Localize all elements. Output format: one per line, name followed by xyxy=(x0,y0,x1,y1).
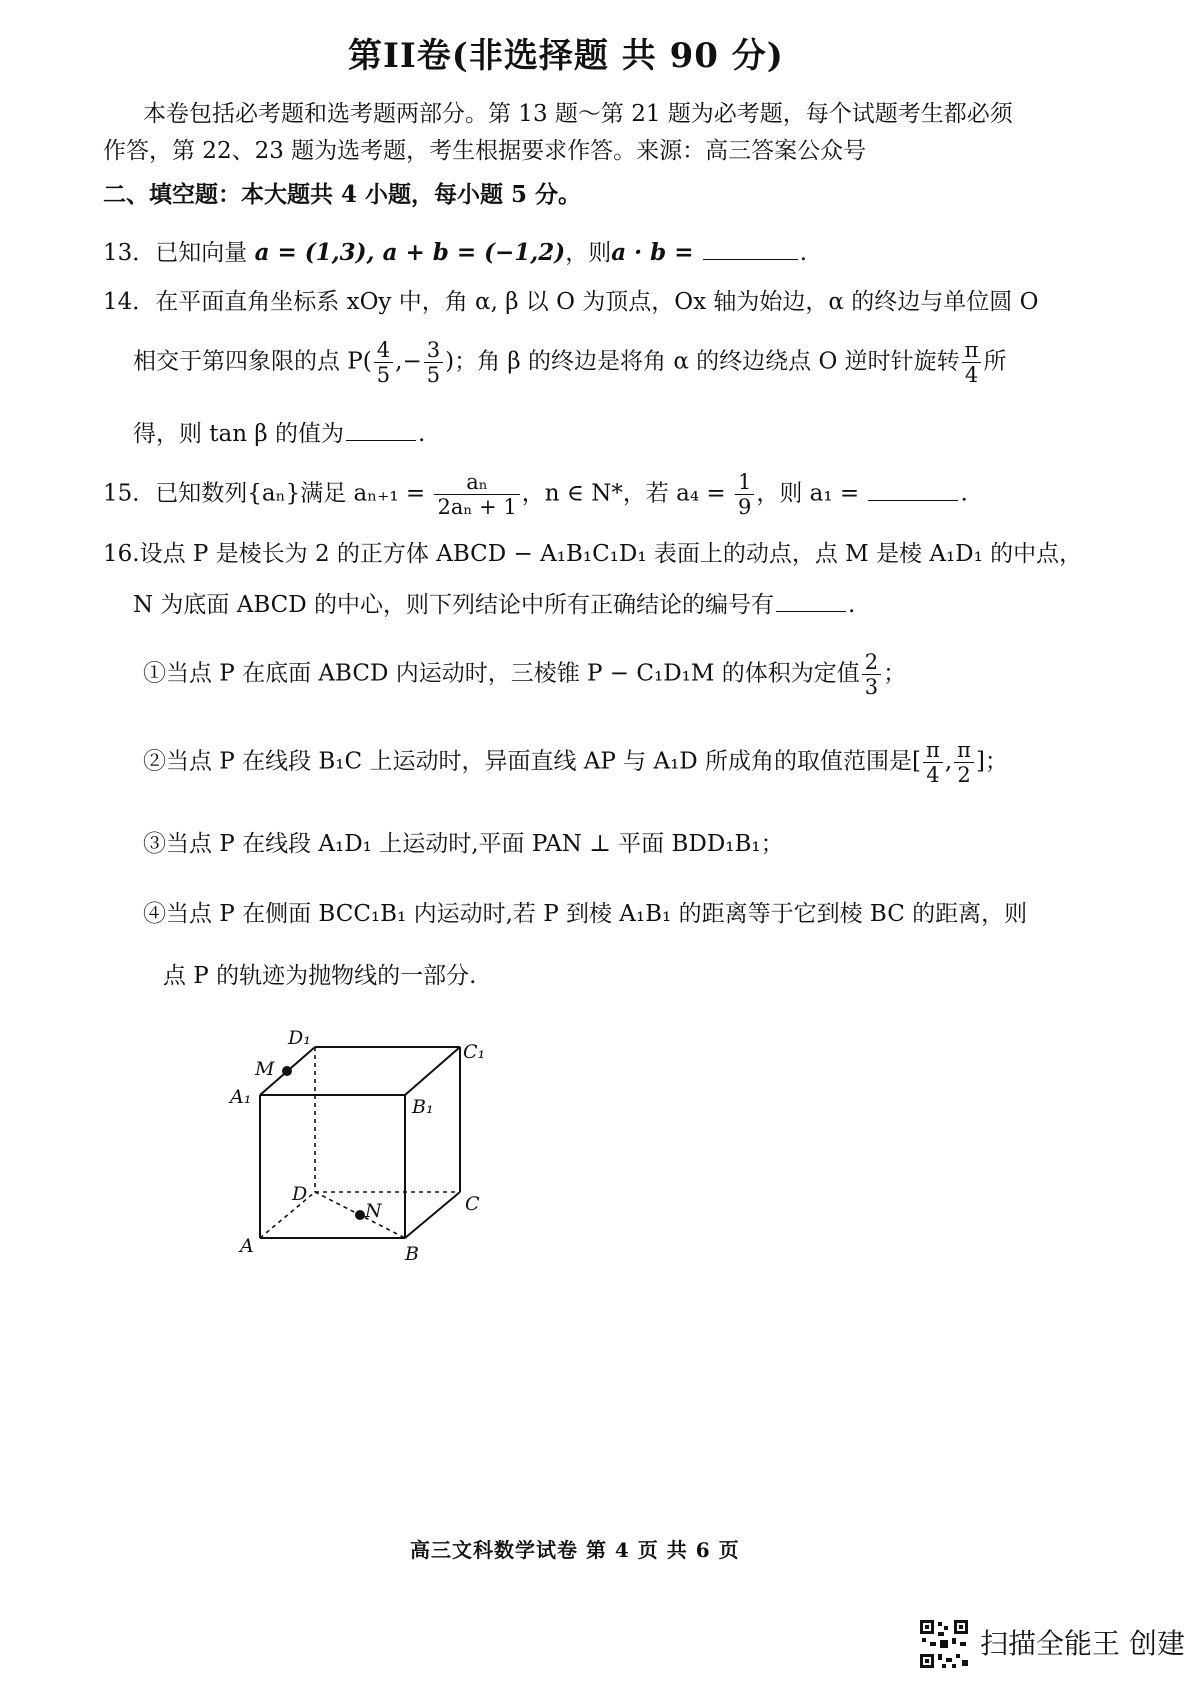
q13-end: . xyxy=(799,240,808,266)
question-16-line-1 xyxy=(103,540,1082,570)
q14-line3: 得，则 tan β 的值为 xyxy=(133,421,344,447)
q16-end: . xyxy=(848,592,856,618)
q13-expr: a = (1,3), a + b = (−1,2) xyxy=(254,239,566,266)
label-M: M xyxy=(255,1058,275,1080)
q16-option-1-text: ①当点 P 在底面 ABCD 内运动时，三棱锥 P − C₁D₁M 的体积为定值 xyxy=(143,660,860,687)
edge-B-C xyxy=(405,1192,460,1238)
q16-option-1-end: ； xyxy=(883,660,907,687)
q13-answer-blank xyxy=(703,258,798,260)
q16-option-4-line-1: ④当点 P 在侧面 BCC₁B₁ 内运动时,若 P 到棱 A₁B₁ 的距离等于它到棱 BC 的距离，则 xyxy=(143,901,1028,927)
q14-line2-pre: 相交于第四象限的点 P( xyxy=(133,348,372,375)
qr-code-icon xyxy=(918,1618,970,1670)
q16-option-2-end: ]； xyxy=(975,748,1008,775)
label-A1: A₁ xyxy=(230,1086,252,1108)
q14-number: 14． xyxy=(103,289,156,315)
q15-fraction-1-9: $\frac{1}{9}$ xyxy=(735,470,754,519)
q16-option-1-fraction: $\frac{2}{3}$ xyxy=(862,650,881,699)
q15-mid: ，n ∈ N*，若 a₄ = xyxy=(521,480,726,507)
q16-option-2-fraction-2: $\frac{\pi}{2}$ xyxy=(954,738,974,787)
q16-option-1 xyxy=(143,650,906,699)
q14-fraction-3-5: $\frac{3}{5}$ xyxy=(424,338,443,387)
q16-option-4-line-2: 点 P 的轨迹为抛物线的一部分. xyxy=(163,963,477,989)
label-C1: C₁ xyxy=(463,1041,486,1063)
q13-mid: ，则 xyxy=(565,240,612,266)
q16-line1: 设点 P 是棱长为 2 的正方体 ABCD − A₁B₁C₁D₁ 表面上的动点，点 M 是棱 A₁D₁ 的中点， xyxy=(139,541,1083,567)
label-D1: D₁ xyxy=(288,1027,311,1049)
point-N xyxy=(355,1210,365,1220)
intro-line-1: 本卷包括必考题和选考题两部分。第 13 题～第 21 题为必考题，每个试题考生都必须 xyxy=(143,101,1013,127)
q16-answer-blank xyxy=(776,610,846,612)
label-B1: B₁ xyxy=(412,1096,434,1118)
q14-line2-end: 所 xyxy=(983,348,1007,375)
q15-pre: 已知数列{aₙ}满足 aₙ₊₁ = xyxy=(155,480,426,507)
q15-answer-blank xyxy=(868,499,958,501)
cube-figure xyxy=(220,1020,520,1270)
q16-line2: N 为底面 ABCD 的中心，则下列结论中所有正确结论的编号有 xyxy=(133,592,775,618)
question-14-line-1 xyxy=(103,288,1038,318)
q16-option-2-text: ②当点 P 在线段 B₁C 上运动时，异面直线 AP 与 A₁D 所成角的取值范围是[ xyxy=(143,748,922,775)
q16-option-2: ②当点 P 在线段 B₁C 上运动时，异面直线 AP 与 A₁D 所成角的取值范围是[ $\frac{\pi}{4}$ , $\frac{\pi}{2}$ ]； xyxy=(143,738,1008,788)
label-A: A xyxy=(240,1235,254,1257)
q13-pre: 已知向量 xyxy=(155,240,248,266)
question-15 xyxy=(103,470,968,519)
q13-expr2: a · b = xyxy=(611,239,694,266)
q16-option-3: ③当点 P 在线段 A₁D₁ 上运动时,平面 PAN ⊥ 平面 BDD₁B₁； xyxy=(143,831,784,857)
q14-line1: 在平面直角坐标系 xOy 中，角 α, β 以 O 为顶点，Ox 轴为始边，α 的终边与单位圆 O xyxy=(155,289,1039,315)
label-D: D xyxy=(292,1183,308,1205)
page-footer: 高三文科数学试卷 第 4 页 共 6 页 xyxy=(410,1538,740,1562)
q14-line2-mid: ；角 β 的终边是将角 α 的终边绕点 O 逆时针旋转 xyxy=(454,348,960,375)
label-C: C xyxy=(465,1193,480,1215)
q14-fraction-pi-4: $\frac{\pi}{4}$ xyxy=(962,338,982,387)
q14-end: . xyxy=(418,421,426,447)
q14-fraction-4-5: $\frac{4}{5}$ xyxy=(374,338,393,387)
q15-fraction-recurrence: $\frac{\text{aₙ}}{\text{2aₙ + 1}}$ xyxy=(434,470,519,519)
q14-answer-blank xyxy=(346,439,416,441)
q13-number: 13． xyxy=(103,240,156,266)
question-14-line-3 xyxy=(133,420,425,450)
q16-number: 16. xyxy=(103,541,140,567)
q15-mid2: ，则 a₁ = xyxy=(756,480,860,507)
q15-end: . xyxy=(960,480,968,507)
label-N: N xyxy=(365,1200,382,1222)
edge-B1-C1 xyxy=(405,1047,460,1095)
page-title: 第II卷(非选择题 共 90 分) xyxy=(348,36,784,76)
question-14-line-2: 相交于第四象限的点 P( $\frac{4}{5}$ ,− $\frac{3}{5}$ )；角 β 的终边是将角 α 的终边绕点 O 逆时针旋转 $\frac{\pi}{4}$ 所 xyxy=(133,338,1007,388)
intro-line-2: 作答，第 22、23 题为选考题，考生根据要求作答。来源：高三答案公众号 xyxy=(103,138,867,164)
question-13 xyxy=(103,238,807,269)
watermark-text: 扫描全能王 创建 xyxy=(980,1627,1185,1660)
label-B: B xyxy=(405,1243,419,1265)
q16-option-2-fraction-1: $\frac{\pi}{4}$ xyxy=(923,738,943,787)
section-heading: 二、填空题：本大题共 4 小题，每小题 5 分。 xyxy=(103,181,582,208)
q15-number: 15． xyxy=(103,480,156,507)
point-M xyxy=(282,1066,292,1076)
question-16-line-2 xyxy=(133,591,855,621)
